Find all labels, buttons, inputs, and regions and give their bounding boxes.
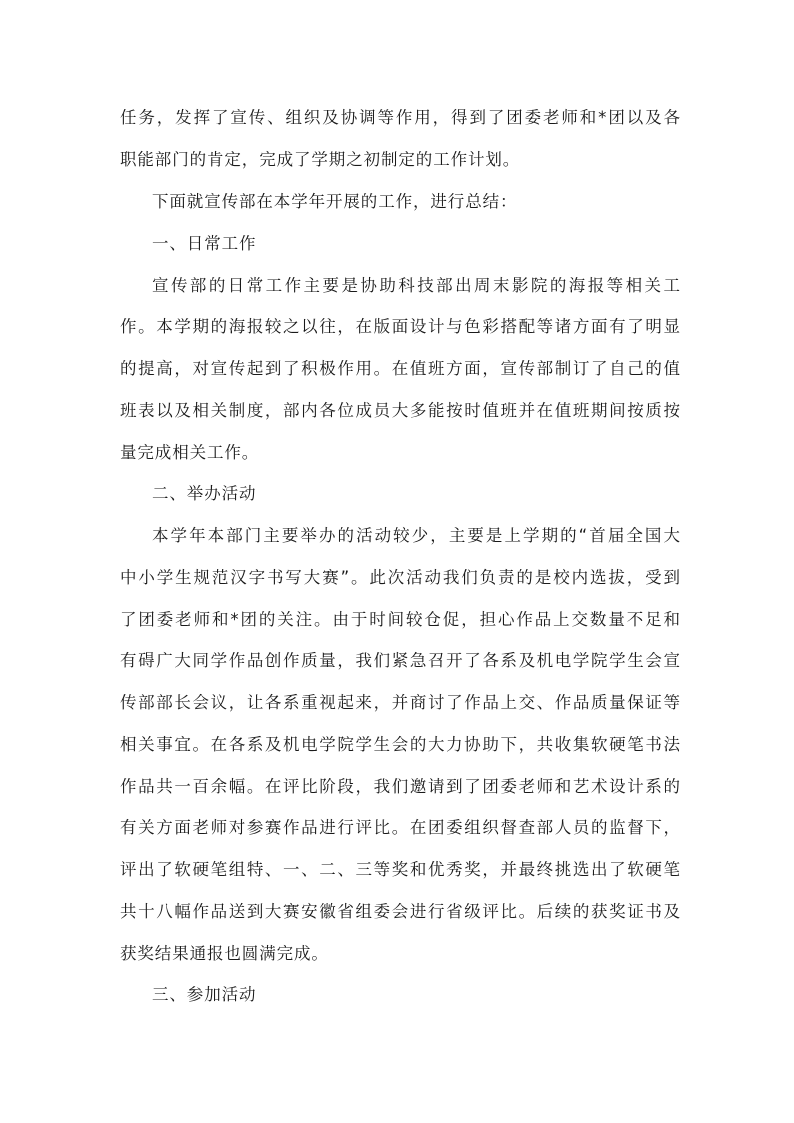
section-heading: 三、参加活动 <box>152 985 257 1004</box>
text-line: 获奖结果通报也圆满完成。 <box>120 944 329 963</box>
text-line: 量完成相关工作。 <box>120 443 260 462</box>
text-line: 作。本学期的海报较之以往，在版面设计与色彩搭配等诸方面有了明显 <box>120 317 680 336</box>
text-line: 下面就宣传部在本学年开展的工作，进行总结： <box>152 192 518 211</box>
text-line: 共十八幅作品送到大赛安徽省组委会进行省级评比。后续的获奖证书及 <box>120 902 680 921</box>
text-line: 本学年本部门主要举办的活动较少，主要是上学期的“首届全国大 <box>152 526 680 545</box>
section-heading: 二、举办活动 <box>152 484 257 503</box>
text-line: 有关方面老师对参赛作品进行评比。在团委组织督查部人员的监督下， <box>120 818 680 837</box>
text-line: 中小学生规范汉字书写大赛”。此次活动我们负责的是校内选拔，受到 <box>120 568 680 587</box>
text-line: 的提高，对宣传起到了积极作用。在值班方面，宣传部制订了自己的值 <box>120 359 680 378</box>
text-line: 班表以及相关制度，部内各位成员大多能按时值班并在值班期间按质按 <box>120 401 680 420</box>
text-line: 相关事宜。在各系及机电学院学生会的大力协助下，共收集软硬笔书法 <box>120 735 680 754</box>
text-line: 作品共一百余幅。在评比阶段，我们邀请到了团委老师和艺术设计系的 <box>120 777 680 796</box>
text-line: 任务，发挥了宣传、组织及协调等作用，得到了团委老师和*团以及各 <box>120 108 680 127</box>
text-line: 评出了软硬笔组特、一、二、三等奖和优秀奖，并最终挑选出了软硬笔 <box>120 860 680 879</box>
text-line: 职能部门的肯定，完成了学期之初制定的工作计划。 <box>120 150 521 169</box>
text-line: 宣传部的日常工作主要是协助科技部出周末影院的海报等相关工 <box>152 276 680 295</box>
text-line: 传部部长会议，让各系重视起来，并商讨了作品上交、作品质量保证等 <box>120 693 680 712</box>
text-line: 了团委老师和*团的关注。由于时间较仓促，担心作品上交数量不足和 <box>120 610 680 629</box>
text-line: 有碍广大同学作品创作质量，我们紧急召开了各系及机电学院学生会宣 <box>120 651 680 670</box>
section-heading: 一、日常工作 <box>152 234 257 253</box>
